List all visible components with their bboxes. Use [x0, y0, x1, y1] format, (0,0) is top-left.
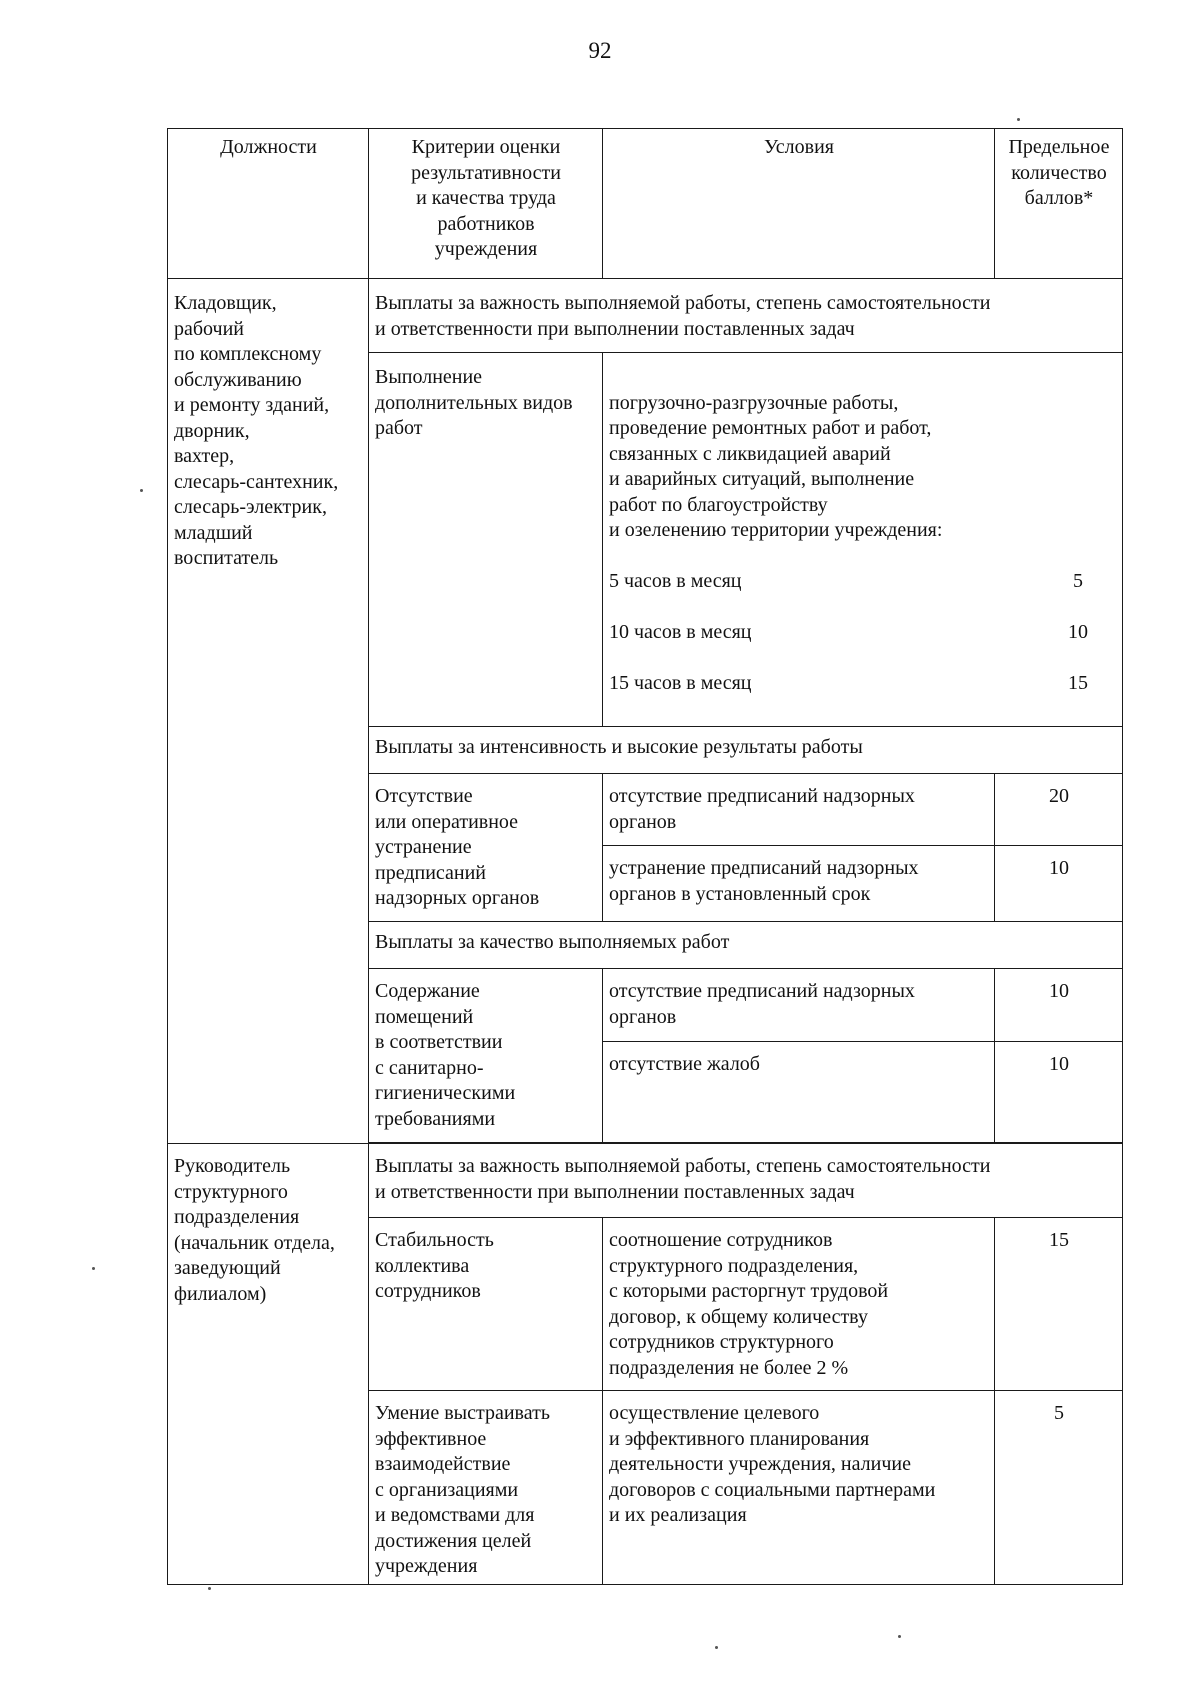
points-cell: 10: [995, 846, 1123, 922]
scan-speck: [715, 1646, 718, 1649]
scan-speck: [898, 1635, 901, 1638]
points-value: 15: [1068, 672, 1088, 694]
header-criteria: Критерии оценки результативности и качества труда работников учреждения: [369, 129, 603, 279]
section-title: Выплаты за интенсивность и высокие результаты работы: [369, 727, 1123, 774]
points-cell: 5: [995, 1391, 1123, 1585]
section-title: Выплаты за качество выполняемых работ: [369, 922, 1123, 969]
header-max-points: Предельное количество баллов*: [995, 129, 1123, 279]
header-positions: Должности: [168, 129, 369, 279]
page-number: 92: [588, 38, 612, 63]
condition-cell: отсутствие предписаний надзорных органов: [603, 969, 995, 1042]
condition-cell: устранение предписаний надзорных органов в установленный срок: [603, 846, 995, 922]
position-cell-group1: Кладовщик, рабочий по комплексному обслуживанию и ремонту зданий, дворник, вахтер, слесарь-сантехник, слесарь-электрик, младший воспитатель: [168, 279, 369, 1144]
criterion-cell: Содержание помещений в соответствии с санитарно- гигиеническими требованиями: [369, 969, 603, 1143]
section-title: Выплаты за важность выполняемой работы, степень самостоятельности и ответственности при выполнении поставленных задач: [369, 1144, 1123, 1218]
condition-cell: [603, 353, 1123, 727]
condition-cell: осуществление целевого и эффективного планирования деятельности учреждения, наличие договоров с социальными партнерами и их реализация: [603, 1391, 995, 1585]
condition-cell: соотношение сотрудников структурного подразделения, с которыми расторгнут трудовой договор, к общему количеству сотрудников структурного подразделения не более 2 %: [603, 1218, 995, 1391]
scan-speck: [140, 489, 143, 492]
criterion-cell: Стабильность коллектива сотрудников: [369, 1218, 603, 1391]
header-conditions: Условия: [603, 129, 995, 279]
hours-row: 15 часов в месяц 15: [609, 671, 1122, 697]
hours-row: 5 часов в месяц 5: [609, 569, 1122, 595]
condition-text: погрузочно-разгрузочные работы, проведение ремонтных работ и работ, связанных с ликвидацией аварий и аварийных ситуаций, выполнение работ по благоустройству и озеленению территории учреждения:: [609, 391, 943, 541]
points-cell: 20: [995, 774, 1123, 846]
condition-cell: отсутствие предписаний надзорных органов: [603, 774, 995, 846]
table-header-row: [168, 129, 1123, 279]
points-value: 5: [1073, 570, 1083, 592]
section-title: Выплаты за важность выполняемой работы, степень самостоятельности и ответственности при выполнении поставленных задач: [369, 279, 1123, 353]
points-cell: 15: [995, 1218, 1123, 1391]
criterion-cell: Отсутствие или оперативное устранение предписаний надзорных органов: [369, 774, 603, 922]
scan-speck: [92, 1267, 95, 1270]
criterion-cell: Умение выстраивать эффективное взаимодействие с организациями и ведомствами для достижения целей учреждения: [369, 1391, 603, 1585]
table-row: [168, 1144, 1123, 1218]
hours-row: 10 часов в месяц 10: [609, 620, 1122, 646]
points-value: 10: [1068, 621, 1088, 643]
scan-speck: [208, 1587, 211, 1590]
criteria-table: [167, 128, 1123, 1585]
condition-cell: отсутствие жалоб: [603, 1042, 995, 1143]
scan-speck: [1017, 118, 1020, 121]
points-cell: 10: [995, 1042, 1123, 1143]
criterion-cell: Выполнение дополнительных видов работ: [369, 353, 603, 727]
points-cell: 10: [995, 969, 1123, 1042]
position-cell-group2: Руководитель структурного подразделения (начальник отдела, заведующий филиалом): [168, 1144, 369, 1585]
table-row: [168, 279, 1123, 353]
